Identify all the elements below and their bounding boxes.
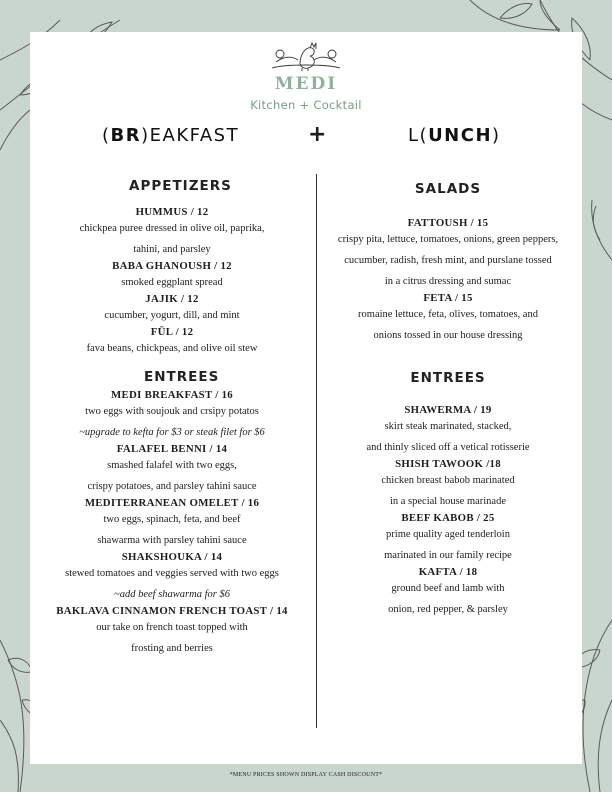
menu-item-desc: romaine lettuce, feta, olives, tomatoes, and [358,309,538,320]
breakfast-heading: (BR)EAKFAST [102,125,240,146]
menu-item-name: FŪL / 12 [150,326,194,338]
menu-item-name: BABA GHANOUSH / 12 [112,260,232,272]
menu-item-name: SHISH TAWOOK /18 [395,458,501,470]
menu-item-name: KAFTA / 18 [418,566,478,578]
lunch-entrees-title: ENTREES [410,370,486,386]
menu-item-name: SHAKSHOUKA / 14 [121,551,223,563]
breakfast-column [32,178,312,659]
menu-item-desc: and thinly sliced off a vetical rotisserie [366,442,530,453]
menu-item-desc: fava beans, chickpeas, and olive oil stew [86,343,258,354]
menu-item-desc: smoked eggplant spread [121,277,223,288]
menu-item-desc: our take on french toast topped with [96,622,248,633]
menu-item-desc: skirt steak marinated, stacked, [384,421,512,432]
menu-item-desc: two eggs, spinach, feta, and beef [103,514,241,525]
menu-item-name: MEDITERRANEAN OMELET / 16 [84,497,260,509]
menu-item-note: ~add beef shawarma for $6 [114,589,230,600]
rooster-logo-icon [266,38,346,72]
menu-item-desc: cucumber, yogurt, dill, and mint [104,310,240,321]
menu-item-name: HUMMUS / 12 [135,206,209,218]
menu-item-name: BEEF KABOB / 25 [401,512,495,524]
menu-item-note: ~upgrade to kefta for $3 or steak filet for $6 [79,427,265,438]
salads-title: SALADS [414,181,482,197]
brand-name: MEDI [274,74,338,94]
menu-item-name: JAJIK / 12 [145,293,199,305]
menu-item-name: FATTOUSH / 15 [407,217,489,229]
menu-item-desc: in a special house marinade [389,496,507,507]
menu-item-desc: chicken breast babob marinated [381,475,515,486]
menu-item-desc: cucumber, radish, fresh mint, and purslane tossed [344,255,552,266]
menu-item-name: FETA / 15 [423,292,473,304]
menu-item-name: FALAFEL BENNI / 14 [116,443,228,455]
price-disclaimer: *MENU PRICES SHOWN DISPLAY CASH DISCOUNT* [229,772,383,778]
lunch-column [316,178,580,620]
menu-item-name: MEDI BREAKFAST / 16 [111,389,233,401]
lunch-heading: L(UNCH) [408,125,501,146]
menu-item-desc: prime quality aged tenderloin [386,529,510,540]
plus-sign: + [308,122,327,147]
breakfast-entrees-title: ENTREES [144,369,220,385]
menu-item-desc: onion, red pepper, & parsley [388,604,508,615]
menu-item-desc: smashed falafel with two eggs, [107,460,237,471]
appetizers-title: APPETIZERS [129,178,232,194]
menu-item-desc: crispy pita, lettuce, tomatoes, onions, green peppers, [337,234,559,245]
menu-item-desc: onions tossed in our house dressing [373,330,523,341]
menu-item-desc: shawarma with parsley tahini sauce [97,535,247,546]
menu-item-desc: tahini, and parsley [133,244,211,255]
menu-item-desc: in a citrus dressing and sumac [384,276,512,287]
menu-item-desc: chickpea puree dressed in olive oil, paprika, [79,223,265,234]
menu-card [30,32,582,764]
brand-tagline: Kitchen + Cocktail [250,98,362,112]
menu-item-desc: stewed tomatoes and veggies served with two eggs [65,568,279,579]
menu-item-name: SHAWERMA / 19 [404,404,492,416]
menu-item-desc: two eggs with soujouk and crsipy potatos [85,406,259,417]
menu-item-desc: crispy potatoes, and parsley tahini sauce [87,481,257,492]
menu-item-desc: frosting and berries [131,643,213,654]
menu-item-name: BAKLAVA CINNAMON FRENCH TOAST / 14 [56,605,288,617]
menu-item-desc: marinated in our family recipe [384,550,512,561]
menu-item-desc: ground beef and lamb with [391,583,505,594]
